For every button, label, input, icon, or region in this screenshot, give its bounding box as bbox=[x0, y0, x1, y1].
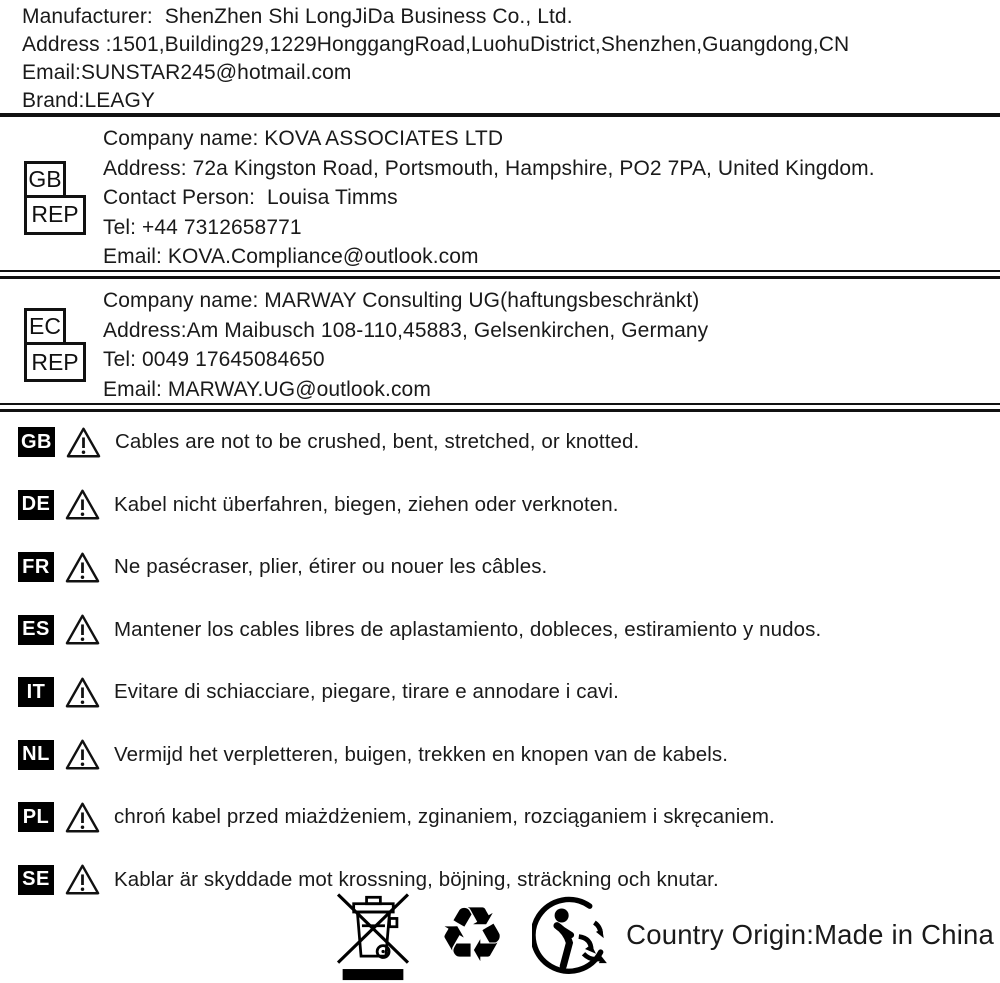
warning-row-nl bbox=[18, 737, 1000, 773]
warning-text: Evitare di schiacciare, piegare, tirare e annodare i cavi. bbox=[114, 680, 619, 703]
warning-triangle-icon bbox=[64, 676, 101, 709]
uk-rep-address: Address: 72a Kingston Road, Portsmouth, Hampshire, PO2 7PA, United Kingdom. bbox=[103, 156, 875, 180]
ec-rep-company: Company name: MARWAY Consulting UG(haftungsbeschränkt) bbox=[103, 289, 700, 312]
weee-crossed-bin-icon bbox=[336, 889, 410, 981]
manufacturer-address: Address :1501,Building29,1229HonggangRoad,LuohuDistrict,Shenzhen,Guangdong,CN bbox=[22, 33, 850, 56]
manufacturer-brand: Brand:LEAGY bbox=[22, 89, 156, 112]
warning-triangle-icon bbox=[64, 488, 101, 521]
ec-rep-tel: Tel: 0049 17645084650 bbox=[103, 348, 325, 371]
manufacturer-email: Email:SUNSTAR245@hotmail.com bbox=[22, 61, 352, 84]
ec-rep-address: Address:Am Maibusch 108-110,45883, Gelsenkirchen, Germany bbox=[103, 318, 709, 342]
recycling-icon: ♻ bbox=[438, 890, 507, 979]
uk-rep-details bbox=[103, 124, 1000, 272]
ec-rep-email: Email: MARWAY.UG@outlook.com bbox=[103, 377, 431, 401]
ec-rep-icon bbox=[24, 308, 103, 382]
language-badge-de: DE bbox=[18, 490, 54, 520]
warning-text: chroń kabel przed miażdżeniem, zginaniem, rozciąganiem i skręcaniem. bbox=[114, 805, 775, 828]
ec-rep-details bbox=[103, 286, 1000, 404]
divider-ec-warnings bbox=[0, 403, 1000, 412]
warning-text: Ne pasécraser, plier, étirer ou nouer les câbles. bbox=[114, 555, 548, 578]
language-badge-es: ES bbox=[18, 615, 54, 645]
gb-rep-icon bbox=[24, 161, 103, 235]
warning-row-es bbox=[18, 612, 1000, 648]
warning-triangle-icon bbox=[65, 426, 102, 459]
language-badge-nl: NL bbox=[18, 740, 54, 770]
warning-text: Kabel nicht überfahren, biegen, ziehen oder verknoten. bbox=[114, 492, 619, 516]
warning-text: Mantener los cables libres de aplastamiento, dobleces, estiramiento y nudos. bbox=[114, 617, 822, 641]
gb-rep-icon-top-label: GB bbox=[24, 161, 66, 198]
warning-triangle-icon bbox=[64, 613, 101, 646]
warning-row-fr bbox=[18, 549, 1000, 585]
language-badge-se: SE bbox=[18, 865, 54, 895]
uk-representative-section bbox=[0, 117, 1000, 270]
warnings-list bbox=[0, 412, 1000, 898]
country-origin-text: Country Origin:Made in China bbox=[626, 919, 994, 950]
triman-icon bbox=[532, 887, 610, 983]
uk-rep-tel: Tel: +44 7312658771 bbox=[103, 215, 302, 239]
warning-text: Kablar är skyddade mot krossning, böjning, sträckning och knutar. bbox=[114, 867, 719, 891]
warning-text: Vermijd het verpletteren, buigen, trekken en knopen van de kabels. bbox=[114, 742, 729, 766]
warning-triangle-icon bbox=[64, 738, 101, 771]
warning-row-gb bbox=[18, 424, 1000, 460]
manufacturer-name: Manufacturer: ShenZhen Shi LongJiDa Business Co., Ltd. bbox=[22, 5, 573, 28]
warning-row-it bbox=[18, 674, 1000, 710]
uk-rep-contact: Contact Person: Louisa Timms bbox=[103, 186, 398, 209]
language-badge-pl: PL bbox=[18, 802, 54, 832]
ec-rep-icon-bottom-label: REP bbox=[24, 342, 86, 382]
uk-rep-company: Company name: KOVA ASSOCIATES LTD bbox=[103, 127, 504, 150]
warning-row-de bbox=[18, 487, 1000, 523]
warning-row-pl bbox=[18, 799, 1000, 835]
language-badge-gb: GB bbox=[18, 427, 55, 457]
footer-row bbox=[0, 887, 1000, 983]
warning-text: Cables are not to be crushed, bent, stretched, or knotted. bbox=[115, 430, 640, 453]
uk-rep-email: Email: KOVA.Compliance@outlook.com bbox=[103, 245, 479, 268]
warning-triangle-icon bbox=[64, 801, 101, 834]
manufacturer-block bbox=[0, 0, 1000, 113]
warning-triangle-icon bbox=[64, 551, 101, 584]
gb-rep-icon-bottom-label: REP bbox=[24, 195, 86, 235]
ec-representative-section bbox=[0, 279, 1000, 403]
language-badge-it: IT bbox=[18, 677, 54, 707]
ec-rep-icon-top-label: EC bbox=[24, 308, 66, 345]
language-badge-fr: FR bbox=[18, 552, 54, 582]
